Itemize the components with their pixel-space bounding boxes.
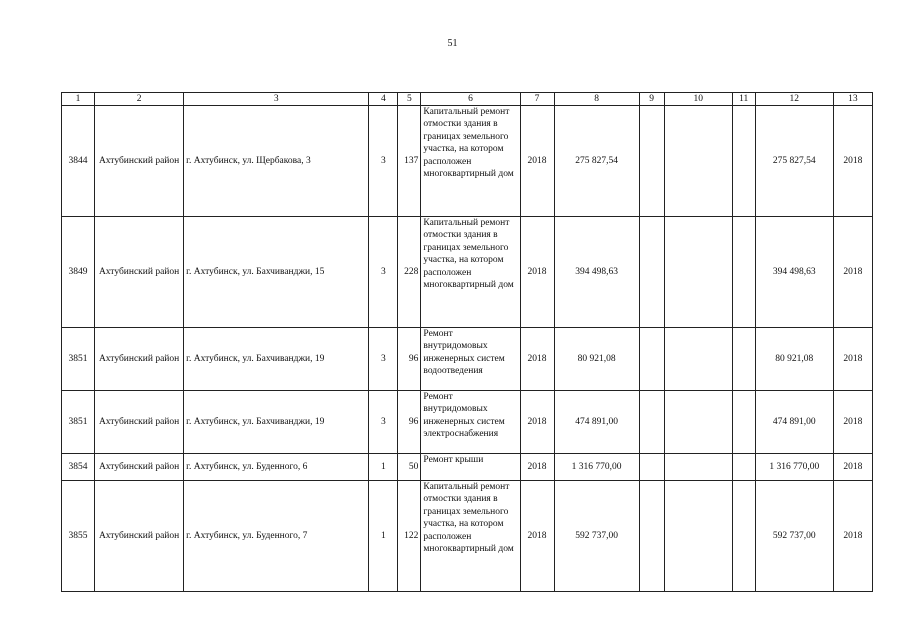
col4-cell: 3 <box>369 106 398 217</box>
amount-cell: 394 498,63 <box>554 217 639 328</box>
district-cell: Ахтубинский район <box>95 481 184 592</box>
total-cell: 275 827,54 <box>755 106 833 217</box>
col10-cell <box>664 481 732 592</box>
col11-cell <box>732 391 755 454</box>
year-end-cell: 2018 <box>833 217 872 328</box>
column-number-7: 7 <box>520 93 554 106</box>
work-type-cell: Капитальный ремонт отмостки здания в границах земельного участка, на котором расположен многоквартирный дом <box>421 106 520 217</box>
total-cell: 474 891,00 <box>755 391 833 454</box>
year-cell: 2018 <box>520 217 554 328</box>
total-cell: 394 498,63 <box>755 217 833 328</box>
address-cell: г. Ахтубинск, ул. Бахчиванджи, 19 <box>184 328 369 391</box>
column-number-3: 3 <box>184 93 369 106</box>
column-number-2: 2 <box>95 93 184 106</box>
year-end-cell: 2018 <box>833 391 872 454</box>
address-cell: г. Ахтубинск, ул. Бахчиванджи, 15 <box>184 217 369 328</box>
row-id-cell: 3844 <box>62 106 95 217</box>
col10-cell <box>664 217 732 328</box>
district-cell: Ахтубинский район <box>95 217 184 328</box>
col9-cell <box>639 454 664 481</box>
work-type-cell: Ремонт внутридомовых инженерных систем электроснабжения <box>421 391 520 454</box>
col10-cell <box>664 328 732 391</box>
column-number-1: 1 <box>62 93 95 106</box>
address-cell: г. Ахтубинск, ул. Щербакова, 3 <box>184 106 369 217</box>
row-id-cell: 3851 <box>62 328 95 391</box>
work-type-cell: Капитальный ремонт отмостки здания в границах земельного участка, на котором расположен многоквартирный дом <box>421 217 520 328</box>
district-cell: Ахтубинский район <box>95 454 184 481</box>
col11-cell <box>732 106 755 217</box>
year-end-cell: 2018 <box>833 454 872 481</box>
amount-cell: 1 316 770,00 <box>554 454 639 481</box>
col11-cell <box>732 454 755 481</box>
address-cell: г. Ахтубинск, ул. Буденного, 6 <box>184 454 369 481</box>
col9-cell <box>639 328 664 391</box>
register-table <box>61 92 873 592</box>
col10-cell <box>664 391 732 454</box>
row-id-cell: 3854 <box>62 454 95 481</box>
column-number-row <box>62 93 873 106</box>
work-type-cell: Ремонт крыши <box>421 454 520 481</box>
total-cell: 1 316 770,00 <box>755 454 833 481</box>
table-row <box>62 481 873 592</box>
year-cell: 2018 <box>520 481 554 592</box>
table-row <box>62 454 873 481</box>
col5-cell: 122 <box>398 481 421 592</box>
table-row <box>62 217 873 328</box>
column-number-12: 12 <box>755 93 833 106</box>
column-number-13: 13 <box>833 93 872 106</box>
col10-cell <box>664 106 732 217</box>
col5-cell: 228 <box>398 217 421 328</box>
district-cell: Ахтубинский район <box>95 391 184 454</box>
column-number-9: 9 <box>639 93 664 106</box>
work-type-cell: Ремонт внутридомовых инженерных систем водоотведения <box>421 328 520 391</box>
column-number-5: 5 <box>398 93 421 106</box>
row-id-cell: 3855 <box>62 481 95 592</box>
work-type-cell: Капитальный ремонт отмостки здания в границах земельного участка, на котором расположен многоквартирный дом <box>421 481 520 592</box>
row-id-cell: 3851 <box>62 391 95 454</box>
page-number: 51 <box>447 38 458 49</box>
col4-cell: 3 <box>369 217 398 328</box>
amount-cell: 275 827,54 <box>554 106 639 217</box>
column-number-11: 11 <box>732 93 755 106</box>
total-cell: 592 737,00 <box>755 481 833 592</box>
year-cell: 2018 <box>520 328 554 391</box>
col9-cell <box>639 106 664 217</box>
row-id-cell: 3849 <box>62 217 95 328</box>
col10-cell <box>664 454 732 481</box>
total-cell: 80 921,08 <box>755 328 833 391</box>
col9-cell <box>639 391 664 454</box>
col4-cell: 3 <box>369 391 398 454</box>
column-number-6: 6 <box>421 93 520 106</box>
district-cell: Ахтубинский район <box>95 106 184 217</box>
address-cell: г. Ахтубинск, ул. Бахчиванджи, 19 <box>184 391 369 454</box>
col9-cell <box>639 481 664 592</box>
col5-cell: 96 <box>398 391 421 454</box>
col11-cell <box>732 328 755 391</box>
col11-cell <box>732 481 755 592</box>
table-body <box>62 106 873 592</box>
col4-cell: 3 <box>369 328 398 391</box>
column-number-10: 10 <box>664 93 732 106</box>
col5-cell: 96 <box>398 328 421 391</box>
amount-cell: 592 737,00 <box>554 481 639 592</box>
year-cell: 2018 <box>520 106 554 217</box>
year-end-cell: 2018 <box>833 106 872 217</box>
year-end-cell: 2018 <box>833 328 872 391</box>
col5-cell: 137 <box>398 106 421 217</box>
column-number-8: 8 <box>554 93 639 106</box>
table-row <box>62 328 873 391</box>
col9-cell <box>639 217 664 328</box>
amount-cell: 474 891,00 <box>554 391 639 454</box>
year-cell: 2018 <box>520 454 554 481</box>
year-end-cell: 2018 <box>833 481 872 592</box>
col5-cell: 50 <box>398 454 421 481</box>
year-cell: 2018 <box>520 391 554 454</box>
col4-cell: 1 <box>369 454 398 481</box>
table-row <box>62 391 873 454</box>
address-cell: г. Ахтубинск, ул. Буденного, 7 <box>184 481 369 592</box>
col11-cell <box>732 217 755 328</box>
amount-cell: 80 921,08 <box>554 328 639 391</box>
table-row <box>62 106 873 217</box>
col4-cell: 1 <box>369 481 398 592</box>
district-cell: Ахтубинский район <box>95 328 184 391</box>
column-number-4: 4 <box>369 93 398 106</box>
